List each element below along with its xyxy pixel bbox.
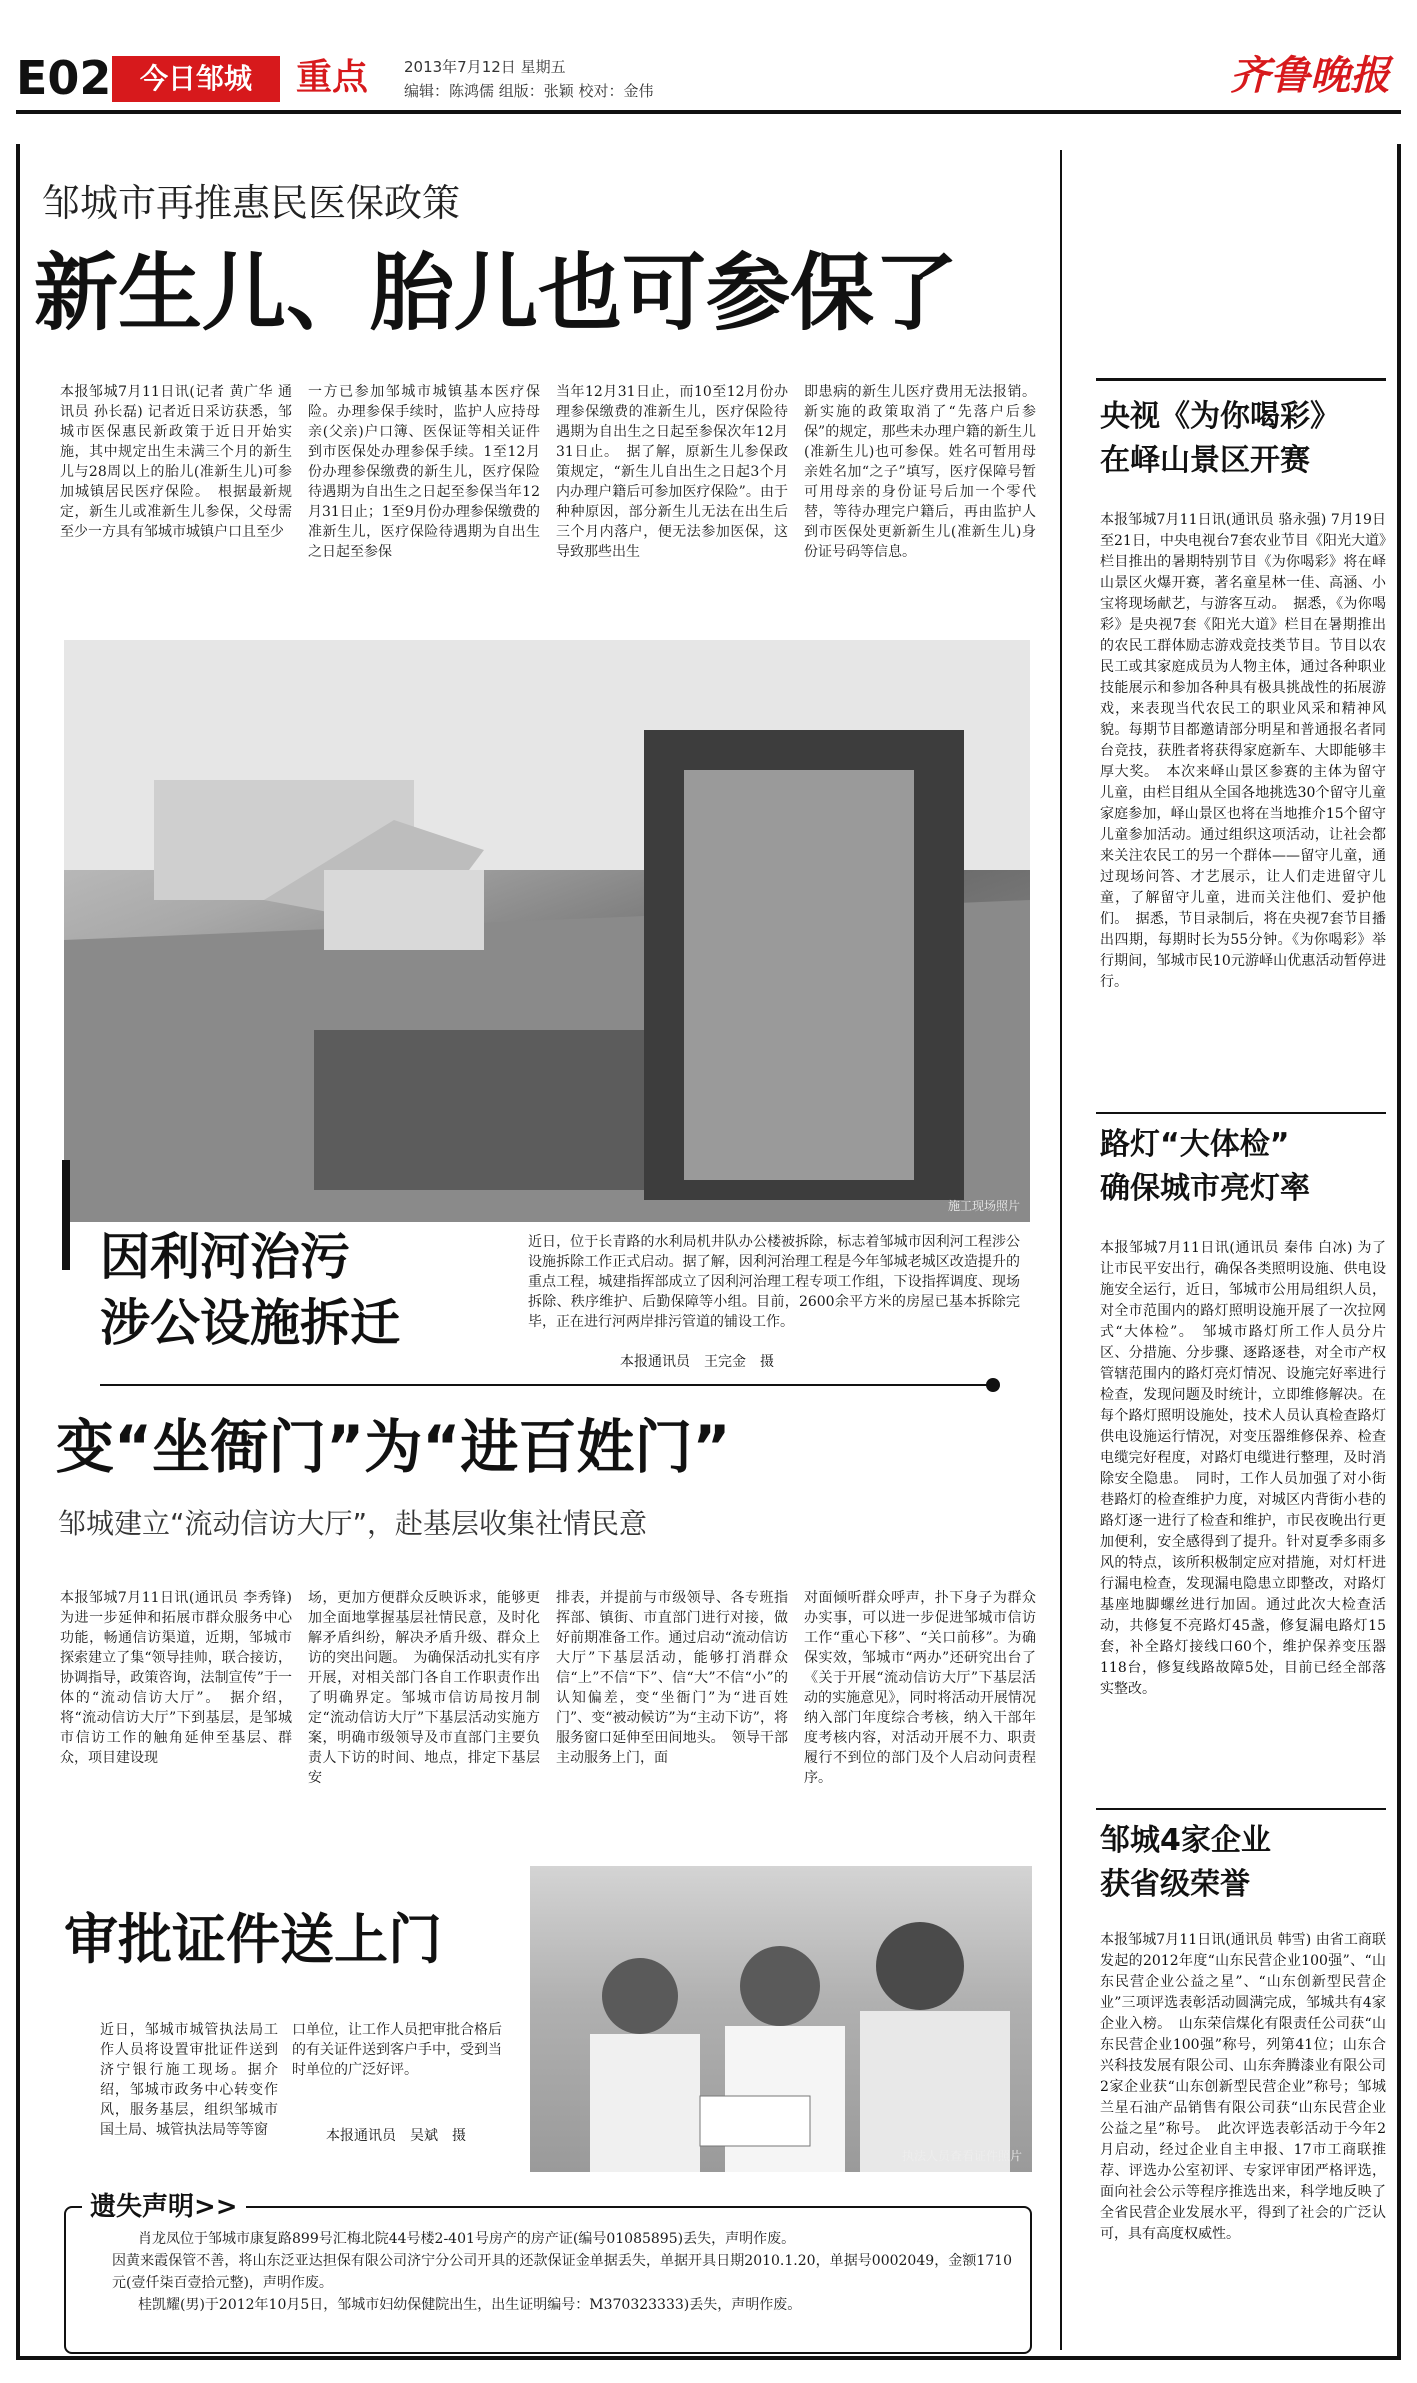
- approval-col-1: 近日，邹城市城管执法局工作人员将设置审批证件送到济宁银行施工现场。据介绍，邹城市政务中心转变作风，服务基层，组织邹城市国土局、城管执法局等等窗: [100, 2022, 278, 2138]
- approval-headline: 审批证件送上门: [64, 1908, 442, 1971]
- lead-headline: 新生儿、胎儿也可参保了: [34, 244, 959, 342]
- wall-remains: [314, 1030, 644, 1190]
- date-line: 2013年7月12日 星期五: [404, 58, 566, 76]
- lead-col-3: 当年12月31日止，而10至12月份办理参保缴费的准新生儿，医疗保险待遇期为自出生之日起至参保次年12月31日止。 据了解，原新生儿参保政策规定，“新生儿自出生之日起3个月内办理户籍后可参加医疗保险”。由于种种原因，部分新生儿无法在出生后三个月内落户，便无法参加医保，这导致那些出生: [556, 384, 788, 560]
- sidebar-story2-headline-2: 确保城市亮灯率: [1100, 1171, 1310, 1206]
- demolition-scene: [64, 640, 1030, 1222]
- petition-subhead: 邹城建立“流动信访大厅”，赴基层收集社情民意: [58, 1507, 648, 1540]
- lost-notice-item-1: 肖龙凤位于邹城市康复路899号汇梅北院44号楼2-401号房产的房产证(编号01085895)丢失，声明作废。: [138, 2231, 796, 2247]
- lost-notice-item-2: 因黄来霞保管不善，将山东泛亚达担保有限公司济宁分公司开具的还款保证金单据丢失，单据开具日期2010.1.20，单据号0002049，金额1710元(壹仟柒百壹拾元整)，声明作废。: [112, 2253, 1012, 2291]
- door-opening: [684, 770, 914, 1180]
- demolition-underline: [100, 1384, 990, 1386]
- sidebar-story3-headline-2: 获省级荣誉: [1100, 1867, 1250, 1902]
- officer-head-1: [602, 1958, 678, 2034]
- approval-photo: [530, 1866, 1032, 2172]
- focus-label: 重点: [296, 57, 369, 98]
- demolition-headline-1: 因利河治污: [100, 1228, 350, 1286]
- demolition-photo: [64, 640, 1030, 1222]
- officer-body-1: [590, 2034, 700, 2172]
- sidebar-story1-body: 本报邹城7月11日讯(通讯员 骆永强) 7月19日至21日，中央电视台7套农业节目《阳光大道》栏目推出的暑期特别节目《为你喝彩》将在峄山景区火爆开赛，著名童星林一佳、高涵、小宝将现场献艺，与游客互动。 据悉，《为你喝彩》是央视7套《阳光大道》栏目在暑期推出的农民工群体励志游戏竞技类节目。节目以农民工或其家庭成员为人物主体，通过各种职业技能展示和参加各种具有极具挑战性的拓展游戏，来表现当代农民工的职业风采和精神风貌。每期节目都邀请部分明星和普通报名者同台竞技，获胜者将获得家庭新车、大即能够丰厚大奖。 本次来峄山景区参赛的主体为留守儿童，由栏目组从全国各地挑选30个留守儿童家庭参加，峄山景区也将在当地推介15个留守儿童参加活动。通过组织这项活动，让社会都来关注农民工的另一个群体——留守儿童，通过现场问答、才艺展示，让人们走进留守儿童，了解留守儿童，进而关注他们、爱护他们。 据悉，节目录制后，将在央视7套节目播出四期，每期时长为55分钟。《为你喝彩》举行期间，邹城市民10元游峄山优惠活动暂停进行。: [1100, 512, 1386, 990]
- petition-col-1: 本报邹城7月11日讯(通讯员 李秀锋) 为进一步延伸和拓展市群众服务中心功能，畅通信访渠道，近期，邹城市探索建立了集“领导挂帅，联合接访，协调指导，政策咨询，法制宣传”于一体的“流动信访大厅”。 据介绍，将“流动信访大厅”下到基层，是邹城市信访工作的触角延伸至基层、群众，项目建设现: [60, 1590, 292, 1766]
- lost-notice-title: 遗失声明>>: [82, 2190, 246, 2224]
- sidebar-story1-headline-1: 央视《为你喝彩》: [1100, 399, 1340, 434]
- demolition-accent-bar: [62, 1160, 70, 1270]
- page-bottom-rule: [16, 2356, 1401, 2360]
- sidebar-story1-headline-2: 在峄山景区开赛: [1100, 443, 1310, 478]
- petition-col-2: 场，更加方便群众反映诉求，能够更加全面地掌握基层社情民意，及时化解矛盾纠纷，解决矛盾升级、群众上访的突出问题。 为确保活动扎实有序开展，对相关部门各自工作职责作出了明确界定。邹城市信访局按月制定“流动信访大厅”下基层活动实施方案，明确市级领导及市直部门主要负责人下访的时间、地点，排定下基层安: [308, 1590, 540, 1786]
- lead-kicker: 邹城市再推惠民医保政策: [42, 181, 461, 225]
- sidebar-top-rule: [1096, 378, 1386, 381]
- masthead-rule: [16, 110, 1401, 114]
- paper-logo: 齐鲁晚报: [1230, 52, 1390, 99]
- page-code: E02: [16, 51, 112, 105]
- sidebar-story3-body: 本报邹城7月11日讯(通讯员 韩雪) 由省工商联发起的2012年度“山东民营企业100强”、“山东民营企业公益之星”、“山东创新型民营企业”三项评选表彰活动圆满完成，邹城共有4家企业入榜。 山东荣信煤化有限责任公司获“山东民营企业100强”称号，列第41位；山东合兴科技发展有限公司、山东奔腾漆业有限公司2家企业获“山东创新型民营企业”称号；邹城兰星石油产品销售有限公司获“山东民营企业公益之星”称号。 此次评选表彰活动于今年2月启动，经过企业自主申报、17市工商联推荐、评选办公室初评、专家评审团严格评选，面向社会公示等程序推选出来，科学地反映了全省民营企业发展水平，得到了社会的广泛认可，具有高度权威性。: [1100, 1932, 1386, 2242]
- excavator-body: [324, 870, 484, 950]
- lead-col-2: 一方已参加邹城市城镇基本医疗保险。办理参保手续时，监护人应持母亲(父亲)户口簿、医保证等相关证件到市医保处办理参保手续。1至12月份办理参保缴费的新生儿，医疗保险待遇期为自出生之日起至参保当年12月31日止；1至9月份办理参保缴费的准新生儿，医疗保险待遇期为自出生之日起至参保: [308, 384, 540, 560]
- demolition-caption: 近日，位于长青路的水利局机井队办公楼被拆除，标志着邹城市因利河工程涉公设施拆除工作正式启动。据了解，因利河治理工程是今年邹城老城区改造提升的重点工程，城建指挥部成立了因利河治理工程专项工作组，下设指挥调度、现场拆除、秩序维护、后勤保障等小组。目前，2600余平方米的房屋已基本拆除完毕，正在进行河两岸排污管道的铺设工作。: [528, 1234, 1020, 1330]
- demolition-headline-2: 涉公设施拆迁: [100, 1294, 400, 1352]
- approval-photo-label: 执法人员查看证件照片: [901, 2149, 1022, 2163]
- lead-col-4: 即患病的新生儿医疗费用无法报销。新实施的政策取消了“先落户后参保”的规定，那些未办理户籍的新生儿(准新生儿)也可参保。姓名可暂用母亲姓名加“之子”填写，医疗保障号暂可用母亲的身份证号后加一个零代替，等待办理完户籍后，再由监护人到市医保处更新新生儿(准新生儿)身份证号码等信息。: [804, 384, 1036, 560]
- approval-col-2: 口单位，让工作人员把审批合格后的有关证件送到客户手中，受到当时单位的广泛好评。: [292, 2022, 502, 2078]
- demolition-credit: 本报通讯员 王完金 摄: [620, 1354, 774, 1370]
- editors-line: 编辑：陈鸿儒 组版：张颖 校对：金伟: [404, 82, 654, 100]
- page-left-rule: [16, 144, 20, 2356]
- photo-label: 施工现场照片: [947, 1199, 1020, 1213]
- officer-head-3: [876, 1922, 964, 2010]
- petition-headline: 变“坐衙门”为“进百姓门”: [56, 1413, 731, 1481]
- lost-notice-item-3: 桂凯耀(男)于2012年10月5日，邹城市妇幼保健院出生，出生证明编号：M370323333)丢失，声明作废。: [138, 2297, 802, 2313]
- sidebar-story2-body: 本报邹城7月11日讯(通讯员 秦伟 白冰) 为了让市民平安出行，确保各类照明设施、供电设施安全运行，近日，邹城市公用局组织人员，对全市范围内的路灯照明设施开展了一次拉网式“大体检”。 邹城市路灯所工作人员分片区、分措施、分步骤、逐路逐巷，对全市产权管辖范围内的路灯亮灯情况、设施完好率进行检查，发现问题及时统计，立即维修解决。在每个路灯照明设施处，技术人员认真检查路灯供电设施运行情况，对变压器维修保养、检查电缆完好程度，对路灯电缆进行整理，及时消除安全隐患。 同时，工作人员加强了对小街巷路灯的检查维护力度，对城区内背街小巷的路灯逐一进行了检查和维护，市民夜晚出行更加便利，安全感得到了提升。针对夏季多雨多风的特点，该所积极制定应对措施，对灯杆进行漏电检查，发现漏电隐患立即整改，对路灯基座地脚螺丝进行加固。通过此次大检查活动，共修复不亮路灯45盏，修复漏电路灯15套，补全路灯接线口60个，维护保养变压器118台，修复线路故障5处，目前已经全部落实整改。: [1100, 1240, 1386, 1697]
- page-right-rule: [1397, 144, 1401, 2356]
- approval-credit: 本报通讯员 吴斌 摄: [326, 2128, 466, 2144]
- underline-dot: [986, 1378, 1000, 1392]
- petition-col-4: 对面倾听群众呼声，扑下身子为群众办实事，可以进一步促进邹城市信访工作“重心下移”、“关口前移”。为确保实效，邹城市“两办”还研究出台了《关于开展“流动信访大厅”下基层活动的实施意见》，同时将活动开展情况纳入部门年度综合考核，纳入干部年度考核内容，对活动开展不力、职责履行不到位的部门及个人启动问责程序。: [804, 1590, 1036, 1786]
- lead-col-1: 本报邹城7月11日讯(记者 黄广华 通讯员 孙长磊) 记者近日采访获悉，邹城市医保惠民新政策于近日开始实施，其中规定出生未满三个月的新生儿与28周以上的胎儿(准新生儿)可参加城镇居民医疗保险。 根据最新规定，新生儿或准新生儿参保，父母需至少一方具有邹城市城镇户口且至少: [60, 384, 292, 540]
- document-in-hand: [700, 2096, 810, 2146]
- sidebar-divider: [1060, 150, 1062, 2350]
- approval-scene: [530, 1866, 1032, 2172]
- section-tab[interactable]: 今日邹城: [112, 56, 280, 102]
- sidebar-rule-2: [1096, 1112, 1386, 1114]
- officer-head-2: [740, 1946, 820, 2026]
- sidebar-story3-headline-1: 邹城4家企业: [1100, 1823, 1271, 1858]
- sidebar-story2-headline-1: 路灯“大体检”: [1100, 1127, 1290, 1162]
- petition-col-3: 排表，并提前与市级领导、各专班指挥部、镇街、市直部门进行对接，做好前期准备工作。通过启动“流动信访大厅”下基层活动，能够打消群众信“上”不信“下”、信“大”不信“小”的认知偏差，变“坐衙门”为“进百姓门”、变“被动候访”为“主动下访”，将服务窗口延伸至田间地头。 领导干部主动服务上门，面: [556, 1590, 788, 1766]
- sidebar-rule-3: [1096, 1808, 1386, 1810]
